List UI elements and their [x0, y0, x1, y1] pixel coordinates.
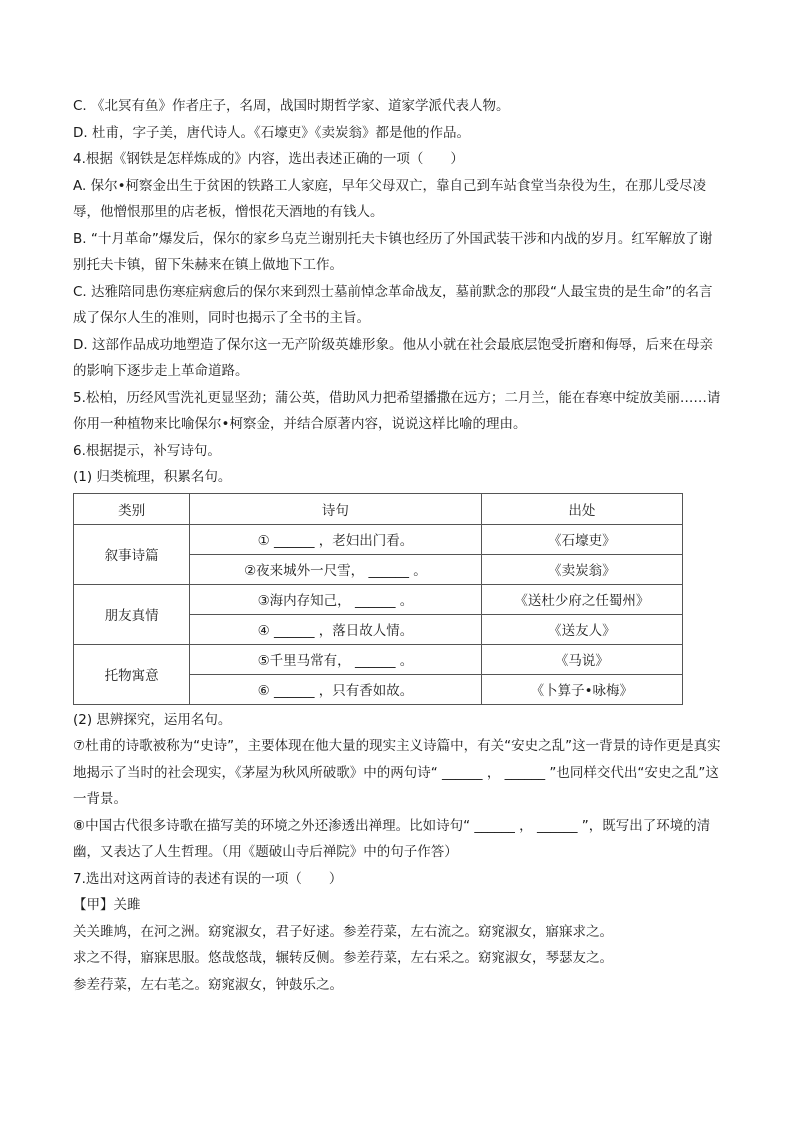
header-verse: 诗句 [190, 493, 481, 524]
category-cell: 朋友真情 [74, 584, 190, 644]
poem-line: 关关雎鸠，在河之洲。窈窕淑女，君子好逑。参差荇菜，左右流之。窈窕淑女，寤寐求之。 [73, 923, 613, 940]
verse-cell: ⑥ ______ ，只有香如故。 [190, 674, 481, 704]
verse-cell: ④ ______ ，落日故人情。 [190, 614, 481, 644]
header-source: 出处 [481, 493, 682, 524]
option-d-dufu: D. 杜甫，字子美，唐代诗人。《石壕吏》《卖炭翁》都是他的作品。 [73, 124, 470, 141]
verse-cell: ① ______ ，老妇出门看。 [190, 524, 481, 554]
category-cell: 叙事诗篇 [74, 524, 190, 584]
source-cell: 《石壕吏》 [481, 524, 682, 554]
question-5-stem: 5.松柏，历经风雪洗礼更显坚劲；蒲公英，借助风力把希望播撒在远方；二月兰，能在春寒中绽放美丽……请你用一种植物来比喻保尔•柯察金，并结合原著内容，说说这样比喻的理由。 [73, 389, 721, 432]
question-6-part-2: (2) 思辨探究，运用名句。 [73, 711, 232, 728]
table-row [74, 524, 683, 554]
option-c-zhuangzi: C. 《北冥有鱼》作者庄子，名周，战国时期哲学家、道家学派代表人物。 [73, 98, 510, 114]
question-4-option-c: C. 达雅陪同患伤寒症病愈后的保尔来到烈士墓前悼念革命战友，墓前默念的那段“人最宝贵的是生命”的名言成了保尔人生的准则，同时也揭示了全书的主旨。 [73, 283, 713, 326]
source-cell: 《马说》 [481, 644, 682, 674]
table-row [74, 644, 683, 674]
category-cell: 托物寓意 [74, 644, 190, 704]
document-content [73, 93, 723, 998]
source-cell: 《卖炭翁》 [481, 554, 682, 584]
question-7-stem: 7.选出对这两首诗的表述有误的一项（ ） [73, 870, 343, 887]
verse-cell: ⑤千里马常有， ______ 。 [190, 644, 481, 674]
question-4-option-a: A. 保尔•柯察金出生于贫困的铁路工人家庭，早年父母双亡，靠自己到车站食堂当杂役为生，在那儿受尽凌辱，他憎恨那里的店老板，憎恨花天酒地的有钱人。 [73, 177, 707, 220]
table-header-row [74, 493, 683, 524]
table-row [74, 584, 683, 614]
poem-line: 参差荇菜，左右芼之。窈窕淑女，钟鼓乐之。 [73, 976, 343, 993]
question-6-item-7: ⑦杜甫的诗歌被称为“史诗”，主要体现在他大量的现实主义诗篇中，有关“安史之乱”这一背景的诗作更是真实地揭示了当时的社会现实，《茅屋为秋风所破歌》中的两句诗“ ______ ， ______ ”也同样交代出“安史之乱”这一背景。 [73, 738, 721, 807]
question-4-stem: 4.根据《钢铁是怎样炼成的》内容，选出表述正确的一项（ ） [73, 151, 464, 167]
question-6-part-1: (1) 归类梳理，积累名句。 [73, 469, 232, 485]
verse-cell: ③海内存知己， ______ 。 [190, 584, 481, 614]
source-cell: 《卜算子•咏梅》 [481, 674, 682, 704]
source-cell: 《送杜少府之任蜀州》 [481, 584, 682, 614]
poem-line: 求之不得，寤寐思服。悠哉悠哉，辗转反侧。参差荇菜，左右采之。窈窕淑女，琴瑟友之。 [73, 950, 613, 966]
header-category: 类别 [74, 493, 190, 524]
question-6-item-8: ⑧中国古代很多诗歌在描写美的环境之外还渗透出禅理。比如诗句“ ______ ， ______ ”，既写出了环境的清幽，又表达了人生哲理。（用《题破山寺后禅院》中的句子作答） [73, 817, 711, 860]
question-4-option-b: B. “十月革命”爆发后，保尔的家乡乌克兰谢别托夫卡镇也经历了外国武装干涉和内战的岁月。红军解放了谢别托夫卡镇，留下朱赫来在镇上做地下工作。 [73, 230, 713, 273]
verse-cell: ②夜来城外一尺雪， ______ 。 [190, 554, 481, 584]
poem-table [73, 493, 683, 705]
source-cell: 《送友人》 [481, 614, 682, 644]
question-6-stem: 6.根据提示，补写诗句。 [73, 442, 221, 459]
question-4-option-d: D. 这部作品成功地塑造了保尔这一无产阶级英雄形象。他从小就在社会最底层饱受折磨和侮辱，后来在母亲的影响下逐步走上革命道路。 [73, 336, 713, 379]
poem-title-guanju: 【甲】关雎 [73, 897, 141, 913]
